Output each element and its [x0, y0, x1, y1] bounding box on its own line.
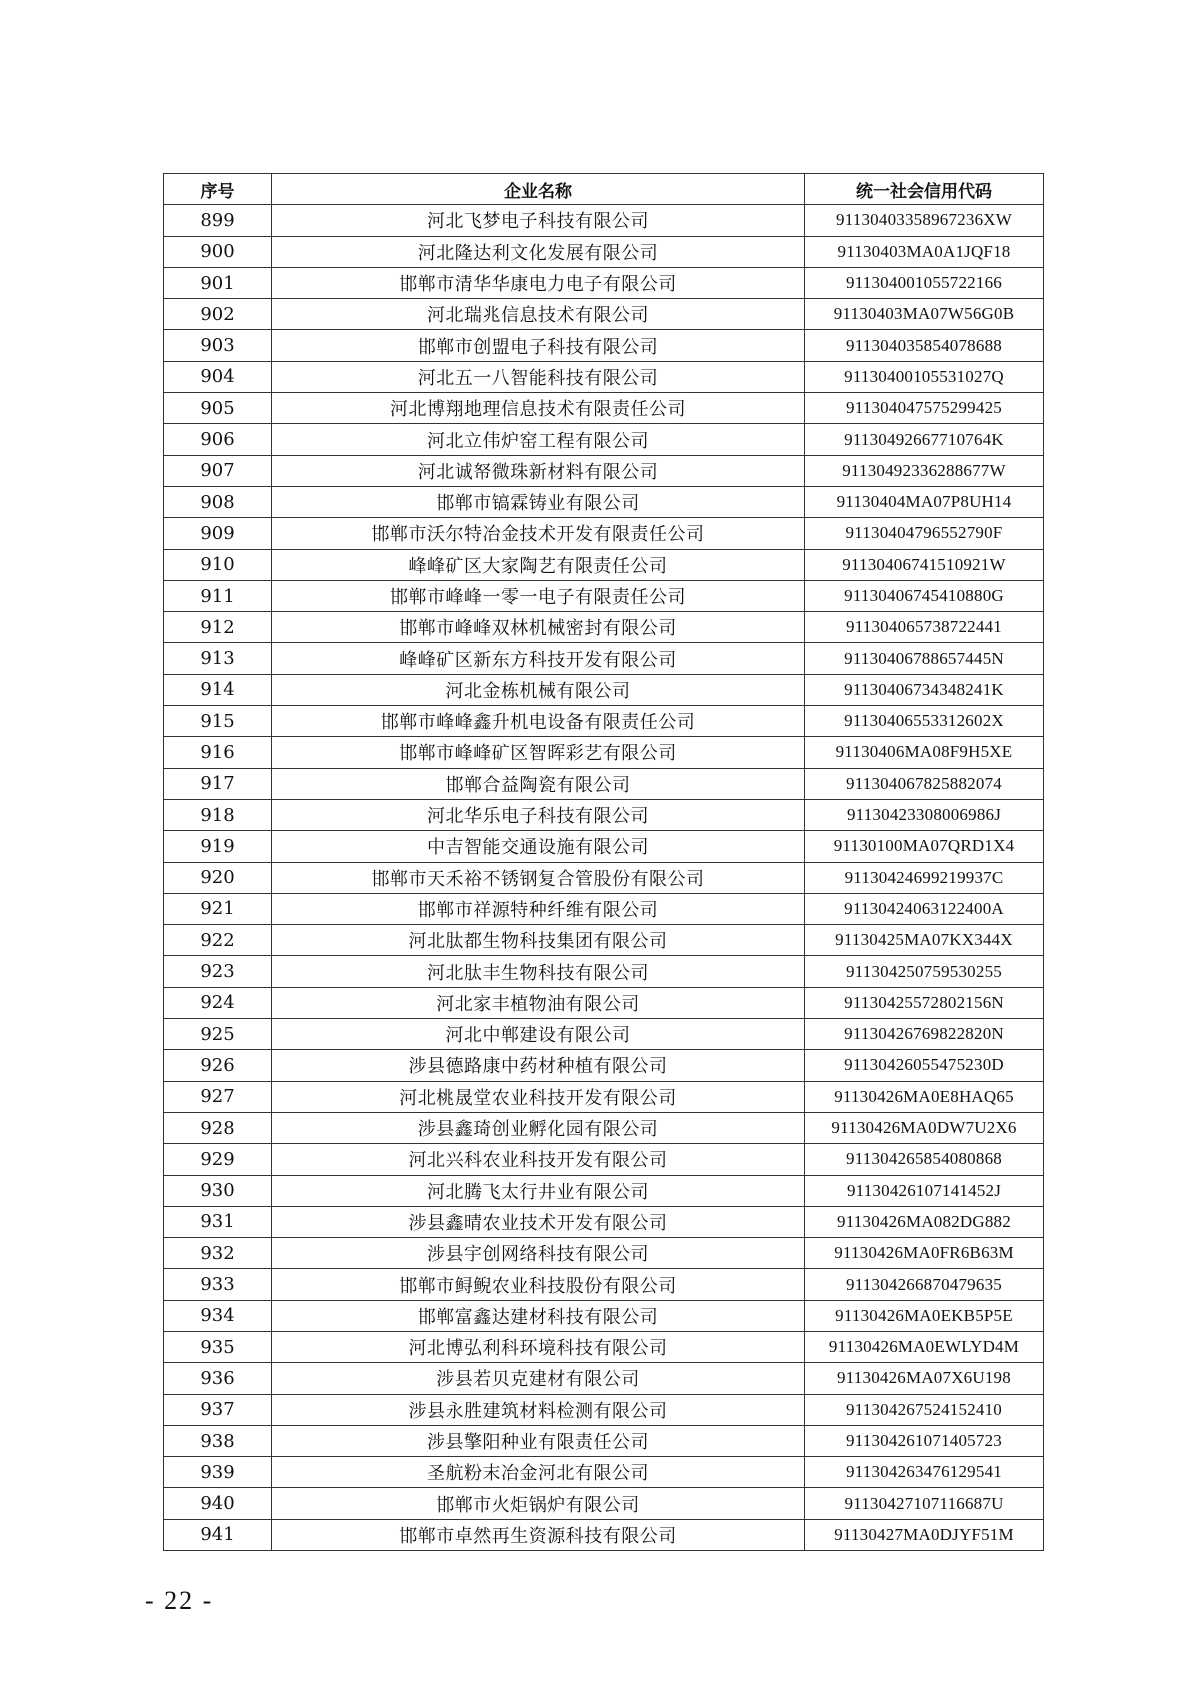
company-name-cell: 河北诚帑微珠新材料有限公司 — [272, 455, 805, 486]
table-header-row — [164, 174, 1044, 205]
credit-code-cell: 91130426MA0E8HAQ65 — [805, 1081, 1044, 1112]
credit-code-cell: 91130492667710764K — [805, 424, 1044, 455]
table-row — [164, 361, 1044, 392]
table-row — [164, 299, 1044, 330]
serial-number-cell: 923 — [164, 956, 272, 987]
table-row — [164, 1425, 1044, 1456]
credit-code-cell: 911304263476129541 — [805, 1457, 1044, 1488]
company-name-cell: 邯郸市峰峰双林机械密封有限公司 — [272, 612, 805, 643]
credit-code-cell: 91130426MA0EWLYD4M — [805, 1331, 1044, 1362]
table-row — [164, 1488, 1044, 1519]
table-row — [164, 925, 1044, 956]
credit-code-cell: 91130426MA0EKB5P5E — [805, 1300, 1044, 1331]
company-name-cell: 河北隆达利文化发展有限公司 — [272, 236, 805, 267]
company-name-cell: 河北金栋机械有限公司 — [272, 674, 805, 705]
table-row — [164, 1457, 1044, 1488]
serial-number-cell: 910 — [164, 549, 272, 580]
serial-number-cell: 940 — [164, 1488, 272, 1519]
credit-code-cell: 91130406741510921W — [805, 549, 1044, 580]
company-name-cell: 邯郸市清华华康电力电子有限公司 — [272, 267, 805, 298]
credit-code-cell: 91130404796552790F — [805, 518, 1044, 549]
table-row — [164, 1363, 1044, 1394]
company-name-cell: 河北桃晟堂农业科技开发有限公司 — [272, 1081, 805, 1112]
serial-number-cell: 900 — [164, 236, 272, 267]
company-name-cell: 邯郸市卓然再生资源科技有限公司 — [272, 1519, 805, 1550]
company-name-cell: 河北兴科农业科技开发有限公司 — [272, 1144, 805, 1175]
serial-number-cell: 941 — [164, 1519, 272, 1550]
table-row — [164, 267, 1044, 298]
serial-number-cell: 905 — [164, 393, 272, 424]
company-name-cell: 河北腾飞太行井业有限公司 — [272, 1175, 805, 1206]
serial-number-cell: 917 — [164, 768, 272, 799]
serial-number-cell: 933 — [164, 1269, 272, 1300]
credit-code-cell: 91130403358967236XW — [805, 205, 1044, 236]
credit-code-cell: 911304001055722166 — [805, 267, 1044, 298]
serial-number-cell: 912 — [164, 612, 272, 643]
credit-code-cell: 91130426107141452J — [805, 1175, 1044, 1206]
credit-code-cell: 911304067825882074 — [805, 768, 1044, 799]
serial-number-cell: 934 — [164, 1300, 272, 1331]
table-row — [164, 1050, 1044, 1081]
table-row — [164, 236, 1044, 267]
serial-number-cell: 907 — [164, 455, 272, 486]
table-row — [164, 831, 1044, 862]
company-name-cell: 涉县若贝克建材有限公司 — [272, 1363, 805, 1394]
company-name-cell: 河北华乐电子科技有限公司 — [272, 799, 805, 830]
company-name-cell: 邯郸市峰峰矿区智晖彩艺有限公司 — [272, 737, 805, 768]
serial-number-cell: 914 — [164, 674, 272, 705]
table-row — [164, 1238, 1044, 1269]
company-name-cell: 邯郸富鑫达建材科技有限公司 — [272, 1300, 805, 1331]
table-row — [164, 706, 1044, 737]
credit-code-cell: 91130425MA07KX344X — [805, 925, 1044, 956]
credit-code-cell: 91130404MA07P8UH14 — [805, 486, 1044, 517]
serial-number-cell: 926 — [164, 1050, 272, 1081]
serial-number-cell: 930 — [164, 1175, 272, 1206]
company-name-cell: 中吉智能交通设施有限公司 — [272, 831, 805, 862]
company-name-cell: 邯郸市峰峰鑫升机电设备有限责任公司 — [272, 706, 805, 737]
table-row — [164, 1175, 1044, 1206]
credit-code-cell: 91130406MA08F9H5XE — [805, 737, 1044, 768]
credit-code-cell: 91130424699219937C — [805, 862, 1044, 893]
credit-code-cell: 91130400105531027Q — [805, 361, 1044, 392]
serial-number-cell: 911 — [164, 580, 272, 611]
credit-code-cell: 91130423308006986J — [805, 799, 1044, 830]
company-name-cell: 邯郸市镐霖铸业有限公司 — [272, 486, 805, 517]
serial-number-cell: 918 — [164, 799, 272, 830]
credit-code-cell: 91130403MA0A1JQF18 — [805, 236, 1044, 267]
credit-code-cell: 91130100MA07QRD1X4 — [805, 831, 1044, 862]
serial-number-cell: 927 — [164, 1081, 272, 1112]
company-name-cell: 河北肽都生物科技集团有限公司 — [272, 925, 805, 956]
table-body — [164, 205, 1044, 1551]
table-row — [164, 737, 1044, 768]
company-name-cell: 河北博翔地理信息技术有限责任公司 — [272, 393, 805, 424]
credit-code-cell: 91130492336288677W — [805, 455, 1044, 486]
serial-number-cell: 920 — [164, 862, 272, 893]
credit-code-cell: 91130406788657445N — [805, 643, 1044, 674]
credit-code-cell: 911304047575299425 — [805, 393, 1044, 424]
credit-code-cell: 91130426MA0DW7U2X6 — [805, 1112, 1044, 1143]
company-name-cell: 河北瑞兆信息技术有限公司 — [272, 299, 805, 330]
serial-number-cell: 939 — [164, 1457, 272, 1488]
table-row — [164, 799, 1044, 830]
company-name-cell: 涉县永胜建筑材料检测有限公司 — [272, 1394, 805, 1425]
serial-number-cell: 919 — [164, 831, 272, 862]
serial-number-cell: 935 — [164, 1331, 272, 1362]
serial-number-cell: 925 — [164, 1019, 272, 1050]
serial-number-cell: 916 — [164, 737, 272, 768]
table-row — [164, 330, 1044, 361]
credit-code-cell: 91130426769822820N — [805, 1019, 1044, 1050]
table-row — [164, 1206, 1044, 1237]
credit-code-cell: 91130426055475230D — [805, 1050, 1044, 1081]
page-number: - 22 - — [145, 1586, 214, 1615]
credit-code-cell: 911304267524152410 — [805, 1394, 1044, 1425]
table-row — [164, 393, 1044, 424]
table-row — [164, 956, 1044, 987]
table-row — [164, 1112, 1044, 1143]
table-row — [164, 549, 1044, 580]
company-name-cell: 河北五一八智能科技有限公司 — [272, 361, 805, 392]
table-row — [164, 643, 1044, 674]
table-row — [164, 1331, 1044, 1362]
header-company-name: 企业名称 — [272, 174, 805, 205]
serial-number-cell: 906 — [164, 424, 272, 455]
company-name-cell: 河北中郸建设有限公司 — [272, 1019, 805, 1050]
serial-number-cell: 938 — [164, 1425, 272, 1456]
credit-code-cell: 911304250759530255 — [805, 956, 1044, 987]
serial-number-cell: 922 — [164, 925, 272, 956]
serial-number-cell: 908 — [164, 486, 272, 517]
serial-number-cell: 902 — [164, 299, 272, 330]
company-name-cell: 涉县德路康中药材种植有限公司 — [272, 1050, 805, 1081]
credit-code-cell: 91130426MA0FR6B63M — [805, 1238, 1044, 1269]
credit-code-cell: 91130403MA07W56G0B — [805, 299, 1044, 330]
table-row — [164, 987, 1044, 1018]
header-serial-number: 序号 — [164, 174, 272, 205]
table-row — [164, 1144, 1044, 1175]
table-row — [164, 1019, 1044, 1050]
table-row — [164, 486, 1044, 517]
company-name-cell: 河北博弘利科环境科技有限公司 — [272, 1331, 805, 1362]
serial-number-cell: 932 — [164, 1238, 272, 1269]
credit-code-cell: 91130406553312602X — [805, 706, 1044, 737]
company-name-cell: 邯郸市创盟电子科技有限公司 — [272, 330, 805, 361]
credit-code-cell: 91130427107116687U — [805, 1488, 1044, 1519]
table-row — [164, 455, 1044, 486]
company-name-cell: 河北飞梦电子科技有限公司 — [272, 205, 805, 236]
company-name-cell: 河北立伟炉窑工程有限公司 — [272, 424, 805, 455]
serial-number-cell: 929 — [164, 1144, 272, 1175]
table-row — [164, 205, 1044, 236]
credit-code-cell: 911304266870479635 — [805, 1269, 1044, 1300]
credit-code-cell: 91130406734348241K — [805, 674, 1044, 705]
credit-code-cell: 911304035854078688 — [805, 330, 1044, 361]
credit-code-cell: 91130424063122400A — [805, 893, 1044, 924]
serial-number-cell: 915 — [164, 706, 272, 737]
credit-code-cell: 911304261071405723 — [805, 1425, 1044, 1456]
table-row — [164, 768, 1044, 799]
company-name-cell: 邯郸市峰峰一零一电子有限责任公司 — [272, 580, 805, 611]
company-name-cell: 邯郸市天禾裕不锈钢复合管股份有限公司 — [272, 862, 805, 893]
table-row — [164, 424, 1044, 455]
company-name-cell: 峰峰矿区新东方科技开发有限公司 — [272, 643, 805, 674]
company-name-cell: 邯郸市祥源特种纤维有限公司 — [272, 893, 805, 924]
serial-number-cell: 937 — [164, 1394, 272, 1425]
credit-code-cell: 91130425572802156N — [805, 987, 1044, 1018]
company-name-cell: 河北家丰植物油有限公司 — [272, 987, 805, 1018]
table-row — [164, 1300, 1044, 1331]
table-row — [164, 1519, 1044, 1550]
table-row — [164, 862, 1044, 893]
table-row — [164, 518, 1044, 549]
company-name-cell: 峰峰矿区大家陶艺有限责任公司 — [272, 549, 805, 580]
credit-code-cell: 911304265854080868 — [805, 1144, 1044, 1175]
header-credit-code: 统一社会信用代码 — [805, 174, 1044, 205]
table-row — [164, 612, 1044, 643]
serial-number-cell: 924 — [164, 987, 272, 1018]
company-name-cell: 邯郸市火炬锅炉有限公司 — [272, 1488, 805, 1519]
serial-number-cell: 921 — [164, 893, 272, 924]
company-name-cell: 河北肽丰生物科技有限公司 — [272, 956, 805, 987]
company-name-cell: 涉县宇创网络科技有限公司 — [272, 1238, 805, 1269]
company-name-cell: 邯郸市鲟鲵农业科技股份有限公司 — [272, 1269, 805, 1300]
credit-code-cell: 911304065738722441 — [805, 612, 1044, 643]
table-row — [164, 674, 1044, 705]
serial-number-cell: 899 — [164, 205, 272, 236]
company-name-cell: 涉县鑫琦创业孵化园有限公司 — [272, 1112, 805, 1143]
company-name-cell: 涉县擎阳种业有限责任公司 — [272, 1425, 805, 1456]
table-row — [164, 1081, 1044, 1112]
credit-code-cell: 91130406745410880G — [805, 580, 1044, 611]
table-row — [164, 1269, 1044, 1300]
serial-number-cell: 936 — [164, 1363, 272, 1394]
company-name-cell: 邯郸市沃尔特冶金技术开发有限责任公司 — [272, 518, 805, 549]
credit-code-cell: 91130426MA07X6U198 — [805, 1363, 1044, 1394]
serial-number-cell: 903 — [164, 330, 272, 361]
enterprise-table — [163, 173, 1044, 1551]
serial-number-cell: 931 — [164, 1206, 272, 1237]
credit-code-cell: 91130426MA082DG882 — [805, 1206, 1044, 1237]
serial-number-cell: 904 — [164, 361, 272, 392]
company-name-cell: 圣航粉末冶金河北有限公司 — [272, 1457, 805, 1488]
serial-number-cell: 928 — [164, 1112, 272, 1143]
serial-number-cell: 913 — [164, 643, 272, 674]
company-name-cell: 邯郸合益陶瓷有限公司 — [272, 768, 805, 799]
serial-number-cell: 909 — [164, 518, 272, 549]
table-row — [164, 580, 1044, 611]
serial-number-cell: 901 — [164, 267, 272, 298]
table-row — [164, 893, 1044, 924]
table-row — [164, 1394, 1044, 1425]
credit-code-cell: 91130427MA0DJYF51M — [805, 1519, 1044, 1550]
company-name-cell: 涉县鑫晴农业技术开发有限公司 — [272, 1206, 805, 1237]
